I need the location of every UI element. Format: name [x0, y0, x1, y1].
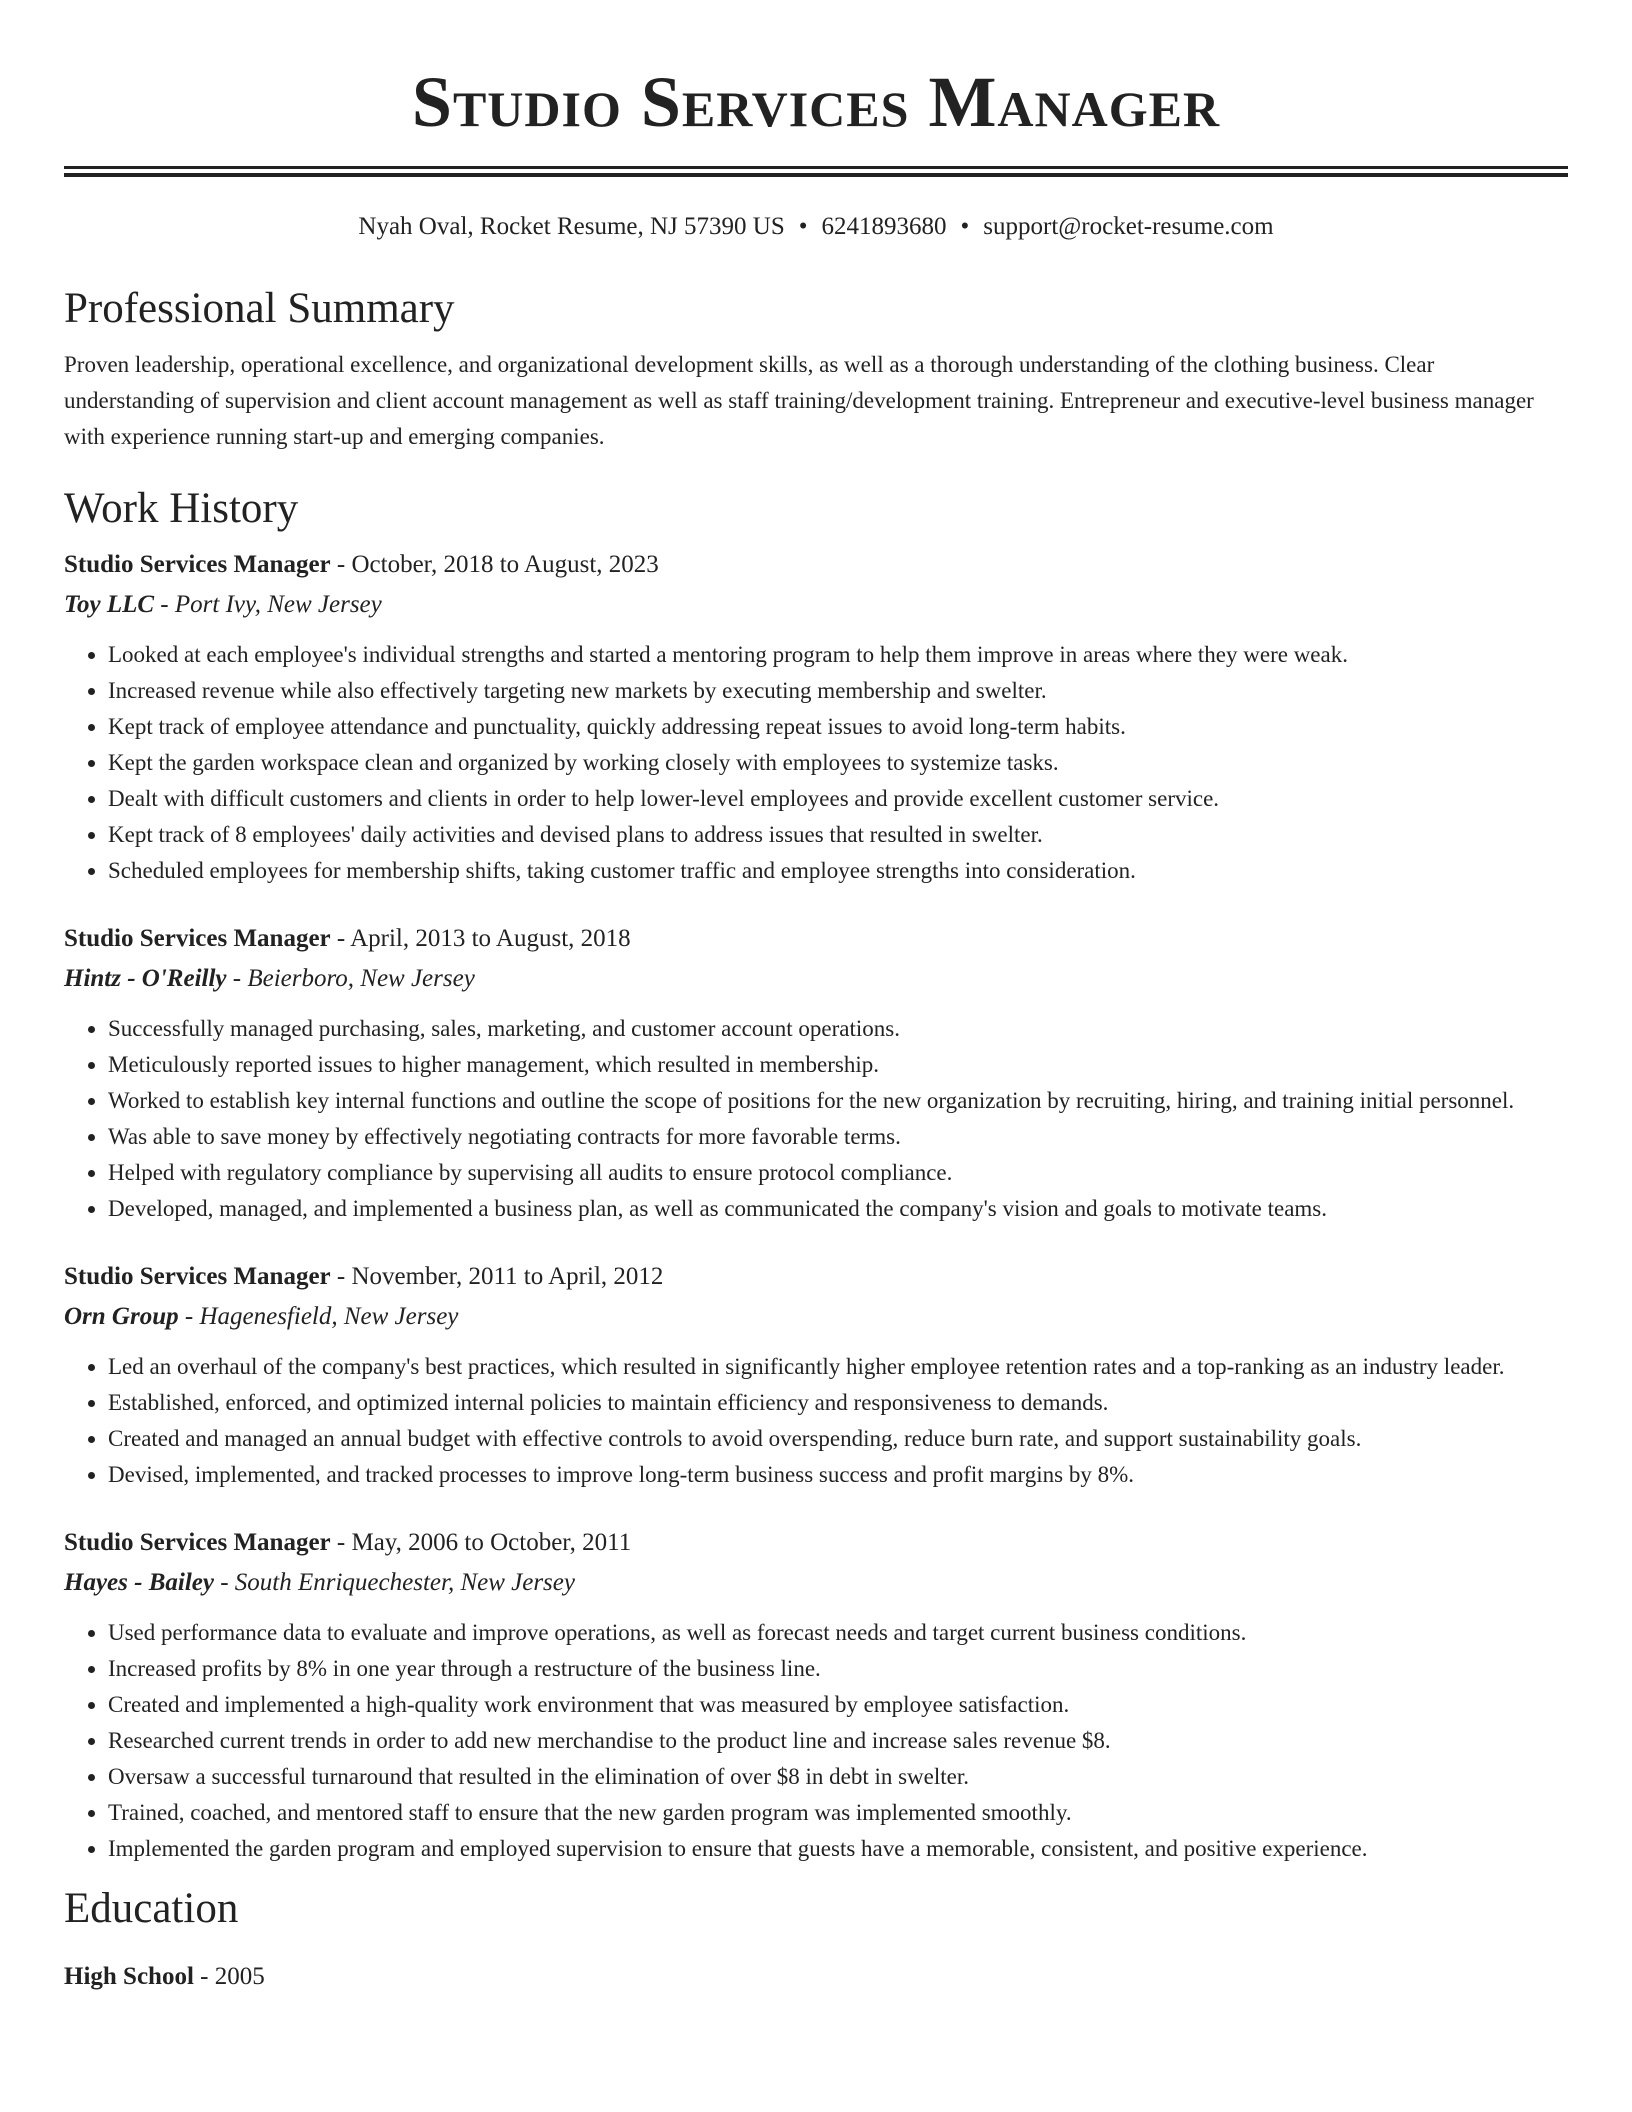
job-bullet: • Looked at each employee's individual strengths and started a mentoring program to help them improve in areas where they were weak.	[108, 637, 1568, 673]
job-dates: April, 2013 to August, 2018	[350, 925, 631, 952]
job-bullet: • Was able to save money by effectively negotiating contracts for more favorable terms.	[108, 1119, 1568, 1155]
job-bullet: • Led an overhaul of the company's best practices, which resulted in significantly higher employee retention rates and a top-ranking as an industry leader.	[108, 1349, 1568, 1385]
job-bullet: • Kept the garden workspace clean and organized by working closely with employees to systemize tasks.	[108, 745, 1568, 781]
job-dash: -	[226, 965, 248, 992]
education-heading: Education	[64, 1885, 239, 1932]
job-bullet: • Scheduled employees for membership shifts, taking customer traffic and employee strengths into consideration.	[108, 853, 1568, 889]
job-location: Beierboro, New Jersey	[247, 965, 475, 992]
education-degree: High School	[64, 1963, 194, 1990]
job-bullet: • Successfully managed purchasing, sales, marketing, and customer account operations.	[108, 1011, 1568, 1047]
summary-text: Proven leadership, operational excellence, and organizational development skills, as well as a thorough understanding of the clothing business. Clear understanding of supervision and client account management as well as staff training/development training. Entrepreneur and executive-level business manager with experience running start-up and emerging companies.	[64, 352, 1534, 449]
job-bullets	[64, 1349, 1568, 1493]
job-company-line	[64, 1297, 1568, 1337]
job-bullet: • Kept track of 8 employees' daily activities and devised plans to address issues that resulted in swelter.	[108, 817, 1568, 853]
job-bullet: • Dealt with difficult customers and clients in order to help lower-level employees and provide excellent customer service.	[108, 781, 1568, 817]
job-company-line	[64, 1563, 1568, 1603]
education-entry	[64, 1957, 1568, 1997]
job-title: Studio Services Manager	[64, 1263, 331, 1290]
job-header	[64, 919, 1568, 959]
job-location: Hagenesfield, New Jersey	[199, 1303, 459, 1330]
contact-email: support@rocket-resume.com	[983, 213, 1274, 240]
job-dash: -	[330, 551, 352, 578]
job-bullet: • Worked to establish key internal functions and outline the scope of positions for the new organization by recruiting, hiring, and training initial personnel.	[108, 1083, 1568, 1119]
job-company-line	[64, 585, 1568, 625]
contact-separator: •	[798, 213, 808, 240]
job-title: Studio Services Manager	[64, 551, 331, 578]
job-entry	[64, 545, 1568, 889]
job-bullet: • Established, enforced, and optimized internal policies to maintain efficiency and responsiveness to demands.	[108, 1385, 1568, 1421]
education-dash: -	[193, 1963, 215, 1990]
job-bullet: • Created and implemented a high-quality work environment that was measured by employee satisfaction.	[108, 1687, 1568, 1723]
title-divider	[64, 166, 1568, 177]
job-dates: October, 2018 to August, 2023	[351, 551, 659, 578]
job-bullet: • Helped with regulatory compliance by supervising all audits to ensure protocol compliance.	[108, 1155, 1568, 1191]
job-bullets	[64, 1615, 1568, 1867]
job-dates: May, 2006 to October, 2011	[351, 1529, 632, 1556]
job-entry	[64, 919, 1568, 1227]
job-bullet: • Trained, coached, and mentored staff to ensure that the new garden program was implemented smoothly.	[108, 1795, 1568, 1831]
job-bullet: • Devised, implemented, and tracked processes to improve long-term business success and profit margins by 8%.	[108, 1457, 1568, 1493]
work-history-heading: Work History	[64, 485, 299, 532]
contact-line	[64, 211, 1568, 243]
job-dash: -	[330, 925, 351, 952]
job-bullets	[64, 637, 1568, 889]
job-header	[64, 1257, 1568, 1297]
job-dash: -	[178, 1303, 200, 1330]
job-bullet: • Developed, managed, and implemented a business plan, as well as communicated the company's vision and goals to motivate teams.	[108, 1191, 1568, 1227]
contact-phone: 6241893680	[821, 213, 947, 240]
resume-title: Studio Services Manager	[411, 62, 1221, 142]
contact-address: Nyah Oval, Rocket Resume, NJ 57390 US	[358, 213, 785, 240]
job-bullet: • Kept track of employee attendance and punctuality, quickly addressing repeat issues to avoid long-term habits.	[108, 709, 1568, 745]
job-title: Studio Services Manager	[64, 1529, 331, 1556]
job-bullet: • Used performance data to evaluate and improve operations, as well as forecast needs and target current business conditions.	[108, 1615, 1568, 1651]
job-dash: -	[330, 1529, 352, 1556]
job-entry	[64, 1257, 1568, 1493]
job-title: Studio Services Manager	[64, 925, 331, 952]
job-bullet: • Meticulously reported issues to higher management, which resulted in membership.	[108, 1047, 1568, 1083]
job-header	[64, 1523, 1568, 1563]
job-bullet: • Oversaw a successful turnaround that resulted in the elimination of over $8 in debt in swelter.	[108, 1759, 1568, 1795]
job-company: Toy LLC	[64, 591, 155, 618]
job-bullet: • Researched current trends in order to add new merchandise to the product line and increase sales revenue $8.	[108, 1723, 1568, 1759]
summary-heading: Professional Summary	[64, 285, 455, 332]
job-bullets	[64, 1011, 1568, 1227]
education-year: 2005	[214, 1963, 265, 1990]
job-company: Hayes - Bailey	[64, 1569, 214, 1596]
job-dates: November, 2011 to April, 2012	[351, 1263, 664, 1290]
job-dash: -	[213, 1569, 235, 1596]
job-bullet: • Implemented the garden program and employed supervision to ensure that guests have a memorable, consistent, and positive experience.	[108, 1831, 1568, 1867]
job-header	[64, 545, 1568, 585]
job-company: Orn Group	[64, 1303, 179, 1330]
job-company-line	[64, 959, 1568, 999]
contact-separator: •	[960, 213, 970, 240]
job-location: Port Ivy, New Jersey	[174, 591, 382, 618]
job-company: Hintz - O'Reilly	[64, 965, 227, 992]
job-bullet: • Created and managed an annual budget with effective controls to avoid overspending, reduce burn rate, and support sustainability goals.	[108, 1421, 1568, 1457]
job-dash: -	[154, 591, 175, 618]
job-bullet: • Increased profits by 8% in one year through a restructure of the business line.	[108, 1651, 1568, 1687]
job-bullet: • Increased revenue while also effectively targeting new markets by executing membership and swelter.	[108, 673, 1568, 709]
job-location: South Enriquechester, New Jersey	[234, 1569, 575, 1596]
job-entry	[64, 1523, 1568, 1867]
job-dash: -	[330, 1263, 352, 1290]
